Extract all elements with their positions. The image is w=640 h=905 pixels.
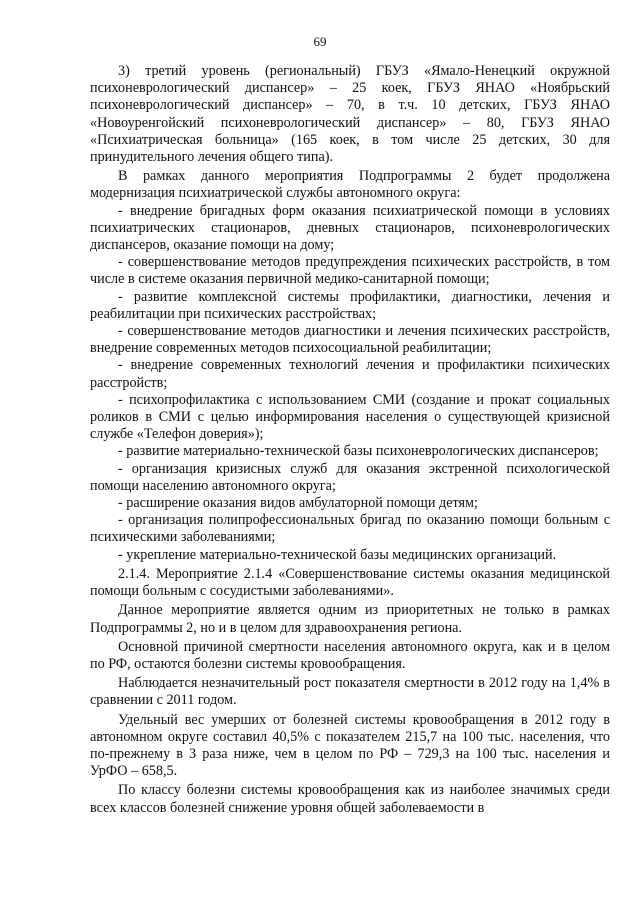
list-item-media-prophylaxis: - психопрофилактика с использованием СМИ (создание и прокат социальных роликов в СМИ с целью информирования населения о существующей кризисной службе «Телефон доверия»); [90, 391, 610, 443]
list-item-complex-system: - развитие комплексной системы профилактики, диагностики, лечения и реабилитации при психических расстройствах; [90, 288, 610, 322]
paragraph-disease-class: По классу болезни системы кровообращения как из наиболее значимых среди всех классов болезней снижение уровня общей заболеваемости в [90, 782, 610, 816]
list-item-multiprofessional-brigades: - организация полипрофессиональных бригад по оказанию помощи больным с психическими заболеваниями; [90, 512, 610, 546]
paragraph-main-cause: Основной причиной смертности населения автономного округа, как и в целом по РФ, остаются болезни системы кровообращения. [90, 638, 610, 672]
page-body [90, 63, 610, 819]
paragraph-mortality-growth: Наблюдается незначительный рост показателя смертности в 2012 году на 1,4% в сравнении с 2011 годом. [90, 675, 610, 709]
list-item-brigade-forms: - внедрение бригадных форм оказания психиатрической помощи в условиях психиатрических стационаров, дневных стационаров, психоневрологических диспансеров, оказание помощи на дому; [90, 202, 610, 254]
paragraph-priority: Данное мероприятие является одним из приоритетных не только в рамках Подпрограммы 2, но и в целом для здравоохранения региона. [90, 602, 610, 636]
list-item-diagnostics: - совершенствование методов диагностики и лечения психических расстройств, внедрение современных методов психосоциальной реабилитации; [90, 323, 610, 357]
list-item-crisis-services: - организация кризисных служб для оказания экстренной психологической помощи населению автономного округа; [90, 460, 610, 494]
paragraph-third-level: 3) третий уровень (региональный) ГБУЗ «Ямало-Ненецкий окружной психоневрологический диспансер» – 25 коек, ГБУЗ ЯНАО «Ноябрьский психоневрологический диспансер» – 70, в т.ч. 10 детских, ГБУЗ ЯНАО «Новоуренгойский психоневрологический диспансер» – 80, ГБУЗ ЯНАО «Психиатрическая больница» (165 коек, в том числе 25 детских, 30 для принудительного лечения общего типа). [90, 63, 610, 166]
section-heading-2-1-4: 2.1.4. Мероприятие 2.1.4 «Совершенствование системы оказания медицинской помощи больным с сосудистыми заболеваниями». [90, 565, 610, 600]
paragraph-share-of-deaths: Удельный вес умерших от болезней системы кровообращения в 2012 году в автономном округе составил 40,5% с показателем 215,7 на 100 тыс. населения, что по-прежнему в 3 раза ниже, чем в целом по РФ – 729,3 на 100 тыс. населения и УрФО – 658,5. [90, 711, 610, 780]
list-item-material-base-dispensaries: - развитие материально-технической базы психоневрологических диспансеров; [118, 443, 599, 460]
list-item-modern-technologies: - внедрение современных технологий лечения и профилактики психических расстройств; [90, 357, 610, 391]
page-number: 69 [313, 34, 327, 49]
paragraph-modernization-intro: В рамках данного мероприятия Подпрограммы 2 будет продолжена модернизация психиатрической службы автономного округа: [90, 168, 610, 202]
list-item-material-base-organizations: - укрепление материально-технической базы медицинских организаций. [118, 546, 557, 563]
list-item-prevention-methods: - совершенствование методов предупреждения психических расстройств, в том числе в системе оказания первичной медико-санитарной помощи; [90, 254, 610, 288]
list-item-outpatient-children: - расширение оказания видов амбулаторной помощи детям; [118, 495, 478, 512]
